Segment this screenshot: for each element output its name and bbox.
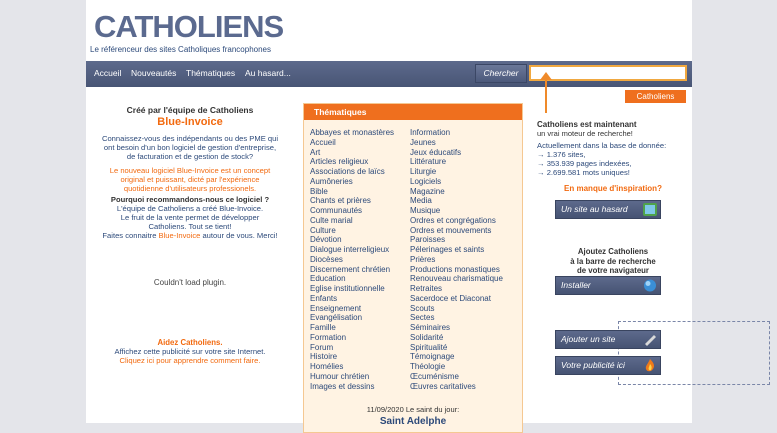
thematique-link[interactable]: Sectes [410, 313, 435, 323]
aidez-line1: Affichez cette publicité sur votre site Internet. [114, 347, 266, 356]
thematique-link[interactable]: Liturgie [410, 167, 437, 176]
thematique-link[interactable]: Scouts [410, 303, 435, 313]
ad-title: Créé par l'équipe de Catholiens [126, 105, 254, 115]
flame-icon [643, 359, 657, 372]
thematique-link[interactable]: Media [410, 196, 432, 206]
globe-icon [643, 279, 657, 292]
thematique-link[interactable]: Chants et prières [310, 196, 371, 206]
thematique-link[interactable]: Paroisses [410, 235, 446, 245]
thematique-link[interactable]: Solidarité [410, 332, 444, 342]
aidez-title: Aidez Catholiens. [157, 338, 223, 347]
stat-words: → 2.699.581 mots uniques! [537, 168, 630, 177]
thematique-link[interactable]: Eglise institutionnelle [310, 284, 385, 293]
thematique-link[interactable]: Prières [410, 254, 436, 264]
thematique-link[interactable]: Formation [310, 332, 347, 342]
ad-p4-post: autour de vous. Merci! [200, 231, 278, 240]
thematique-link[interactable]: Ordres et mouvements [410, 225, 492, 235]
thematique-link[interactable]: Homélies [310, 362, 344, 371]
ad-p2-line: Le nouveau logiciel Blue-Invoice est un concept [109, 166, 271, 175]
ad-p2-line: quotidienne d'utilisateurs professionels. [123, 184, 257, 193]
thematique-link[interactable]: Spiritualité [410, 342, 448, 352]
ad-p1-line: de facturation et de gestion de stock? [126, 152, 254, 161]
search-input[interactable] [529, 65, 687, 81]
nav-nouveautes[interactable]: Nouveautés [131, 68, 177, 78]
ad-p3-line: L'équipe de Catholiens a créé Blue-Invoice. [116, 204, 264, 213]
thematique-link[interactable]: Productions monastiques [410, 264, 500, 274]
thematique-link[interactable]: Images et dessins [310, 381, 375, 391]
top-navigation [86, 61, 692, 87]
plugin-placeholder: Couldn't load plugin. [153, 278, 227, 287]
stats-intro: Actuellement dans la base de donnée: [537, 141, 667, 150]
tagline: Le référenceur des sites Catholiques francophones [90, 45, 271, 54]
stat-pages: → 353.939 pages indexées, [537, 159, 632, 168]
advertise-button[interactable] [555, 356, 661, 375]
thematique-link[interactable]: Education [310, 274, 346, 284]
thematique-link[interactable]: Dialogue interreligieux [310, 245, 390, 254]
ad-p3-line: Catholiens. Tout se tient! [148, 222, 232, 231]
thematique-link[interactable]: Histoire [310, 352, 338, 362]
advertise-label: Votre publicité ici [561, 360, 625, 370]
thematique-link[interactable]: Œcuménisme [410, 371, 459, 381]
thematique-link[interactable]: Littérature [410, 157, 447, 167]
random-site-label: Un site au hasard [561, 204, 628, 214]
inspiration-title: En manque d'inspiration? [564, 184, 662, 193]
thematique-link[interactable]: Enseignement [310, 303, 362, 313]
thematique-link[interactable]: Enfants [310, 293, 338, 303]
thematique-link[interactable]: Magazine [410, 186, 445, 196]
blue-invoice-inline-link[interactable]: Blue-Invoice [158, 231, 201, 240]
thematique-link[interactable]: Dévotion [310, 235, 342, 245]
ajoutez-block [534, 247, 692, 276]
thematique-link[interactable]: Culte marial [310, 215, 353, 225]
ad-p4 [86, 231, 294, 240]
arrow-line [545, 77, 547, 113]
thematique-link[interactable]: Ordres et congrégations [410, 215, 496, 225]
blue-invoice-link[interactable]: Blue-Invoice [157, 116, 223, 128]
logo-graphic [94, 9, 284, 44]
thematique-link[interactable]: Evangélisation [310, 313, 363, 323]
thematique-link[interactable]: Articles religieux [310, 157, 369, 167]
thematique-link[interactable]: Bible [310, 186, 328, 196]
blue-invoice-ad [86, 105, 294, 240]
catholiens-logo[interactable] [94, 9, 284, 44]
nav-accueil[interactable]: Accueil [94, 68, 122, 78]
add-site-label: Ajouter un site [561, 334, 616, 344]
add-site-button[interactable] [555, 330, 661, 349]
thematiques-col1 [310, 128, 394, 391]
ajoutez-line: de votre navigateur [577, 266, 649, 275]
right-column [534, 120, 692, 193]
ad-p4-pre: Faites connaitre [102, 231, 159, 240]
thematique-link[interactable]: Logiciels [410, 176, 442, 186]
thematique-link[interactable]: Œuvres caritatives [410, 381, 476, 391]
thematique-link[interactable]: Information [410, 128, 451, 137]
ajoutez-line: Ajoutez Catholiens [577, 247, 649, 256]
thematique-link[interactable]: Forum [310, 342, 334, 352]
ajoutez-line: à la barre de recherche [570, 256, 656, 266]
engine-subtitle: un vrai moteur de recherche! [537, 129, 633, 138]
page [86, 0, 692, 427]
thematique-link[interactable]: Communautés [310, 206, 363, 215]
ad-p3-line: Le fruit de la vente permet de développer [120, 213, 260, 222]
thematique-link[interactable]: Sacerdoce et Diaconat [410, 293, 491, 303]
thematique-link[interactable]: Art [310, 147, 321, 157]
install-button[interactable] [555, 276, 661, 295]
thematique-link[interactable]: Jeux éducatifs [410, 147, 462, 157]
thematique-link[interactable]: Humour chrétien [310, 371, 370, 381]
nav-au-hasard[interactable]: Au hasard... [245, 68, 291, 78]
engine-title: Catholiens est maintenant [537, 120, 637, 129]
thematique-link[interactable]: Témoignage [410, 352, 455, 362]
dice-icon [643, 203, 657, 216]
logo-text: CATHOLIENS [94, 9, 284, 44]
thematique-link[interactable]: Discernement chrétien [310, 264, 391, 274]
saint-name[interactable]: Saint Adelphe [379, 416, 447, 427]
thematique-link[interactable]: Retraites [410, 284, 443, 293]
thematiques-title: Thématiques [304, 104, 522, 120]
aidez-link[interactable]: Cliquez ici pour apprendre comment faire. [119, 356, 261, 365]
thematique-link[interactable]: Séminaires [410, 323, 451, 332]
thematique-link[interactable]: Abbayes et monastères [310, 128, 395, 137]
pen-icon [643, 333, 657, 346]
ad-question: Pourquoi recommandons-nous ce logiciel ? [110, 195, 270, 204]
ad-p1-line: Connaissez-vous des indépendants ou des PME qui [101, 134, 279, 143]
thematique-link[interactable]: Famille [310, 323, 336, 332]
thematique-link[interactable]: Culture [310, 225, 336, 235]
thematique-link[interactable]: Renouveau charismatique [410, 274, 503, 284]
aidez-catholiens [86, 338, 294, 365]
nav-thematiques[interactable]: Thématiques [186, 68, 236, 78]
thematique-link[interactable]: Aumôneries [310, 176, 353, 186]
install-label: Installer [561, 280, 591, 290]
catholiens-tab: Catholiens [625, 90, 686, 103]
thematique-link[interactable]: Pélerinages et saints [410, 245, 485, 254]
ad-p1-line: ont besoin d'un bon logiciel de gestion d'entreprise, [103, 143, 277, 152]
thematique-link[interactable]: Accueil [310, 137, 336, 147]
thematique-link[interactable]: Théologie [410, 362, 446, 371]
stat-sites: → 1.376 sites, [537, 150, 586, 159]
thematique-link[interactable]: Associations de laïcs [310, 167, 385, 176]
thematique-link[interactable]: Diocèses [310, 254, 343, 264]
search-button[interactable]: Chercher [475, 64, 527, 83]
ad-p2-line: original et puissant, dicté par l'expérience [120, 175, 260, 184]
thematiques-col2 [410, 128, 503, 391]
thematique-link[interactable]: Jeunes [410, 137, 436, 147]
random-site-button[interactable] [555, 200, 661, 219]
thematique-link[interactable]: Musique [410, 206, 441, 215]
thematiques-panel [303, 103, 523, 433]
saint-date: 11/09/2020 Le saint du jour: [366, 405, 460, 414]
